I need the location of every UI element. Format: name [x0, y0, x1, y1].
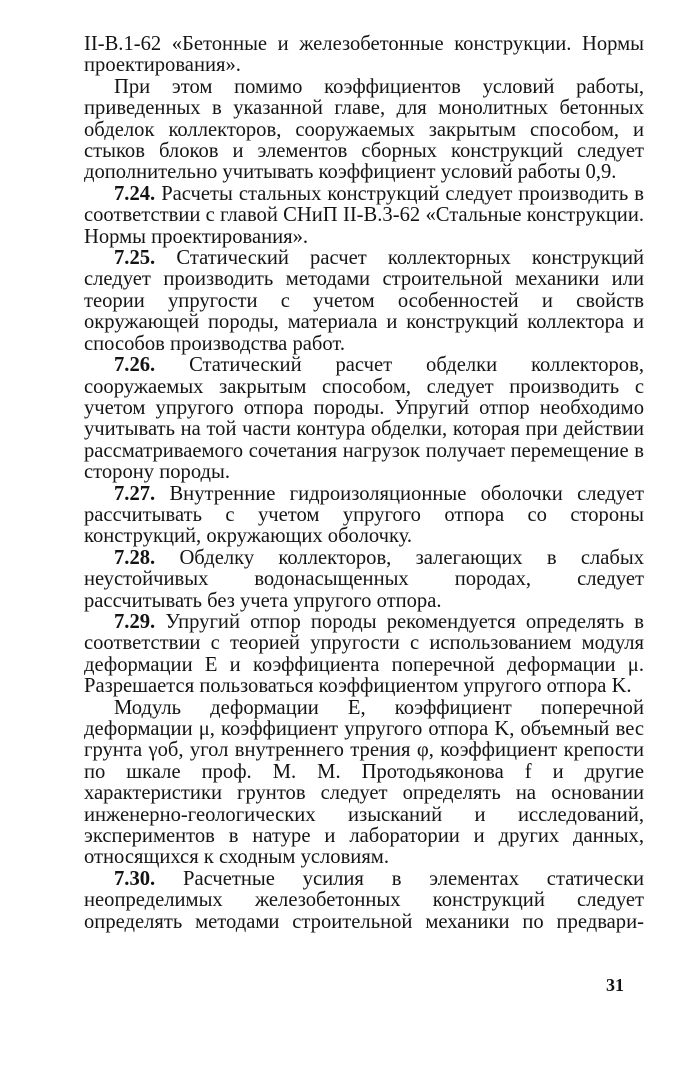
- page-number: 31: [606, 975, 624, 995]
- paragraph-2: [84, 77, 644, 184]
- clause-7-28: [84, 548, 644, 612]
- paragraph-text: Модуль деформации E, коэффициент поперечной деформации μ, коэффициент упругого отпора K, объемный вес грунта γоб, угол внутреннего трения φ, коэффициент крепости по шкале проф. М. М. Протодьяконова f и другие характеристики грунтов следует определять на основании инженерно-геологических изысканий и исследований, экспериментов в натуре и лаборатории и других данных, относящихся к сходным условиям.: [84, 696, 644, 869]
- paragraph-deformation-modulus: [84, 698, 644, 869]
- clause-7-24: [84, 184, 644, 248]
- body-text: [84, 34, 644, 933]
- clause-text: Расчеты стальных конструкций следует производить в соответствии с главой СНиП II-В.3-62 «Стальные конструкции. Нормы проектирования».: [84, 182, 644, 248]
- clause-7-27: [84, 484, 644, 548]
- clause-number: 7.26.: [114, 354, 156, 377]
- clause-text: Внутренние гидроизоляционные оболочки следует рассчитывать с учетом упругого отпора со стороны конструкций, окружающих оболочку.: [84, 482, 644, 548]
- clause-7-29: [84, 612, 644, 698]
- clause-number: 7.28.: [114, 546, 156, 569]
- clause-number: 7.29.: [114, 610, 156, 633]
- clause-number: 7.30.: [114, 867, 156, 890]
- clause-number: 7.27.: [114, 482, 156, 505]
- clause-number: 7.25.: [114, 247, 156, 270]
- clause-number: 7.24.: [114, 182, 156, 205]
- clause-7-26: [84, 355, 644, 483]
- clause-text: Обделку коллекторов, залегающих в слабых неустойчивых водонасыщенных породах, следует рассчитывать без учета упругого отпора.: [84, 546, 644, 612]
- paragraph-text: При этом помимо коэффициентов условий работы, приведенных в указанной главе, для монолитных бетонных обделок коллекторов, сооружаемых закрытым способом, и стыков блоков и элементов сборных конструкций следует дополнительно учитывать коэффициент условий работы 0,9.: [84, 75, 644, 184]
- clause-7-25: [84, 248, 644, 355]
- clause-7-30: [84, 869, 644, 933]
- paragraph-1: [84, 34, 644, 77]
- clause-text: Расчетные усилия в элементах статически неопределимых железобетонных конструкций следует определять методами строительной механики по предвари-: [84, 867, 645, 933]
- clause-text: Упругий отпор породы рекомендуется определять в соответствии с теорией упругости с использованием модуля деформации E и коэффициента поперечной деформации μ. Разрешается пользоваться коэффициентом упругого отпора K.: [84, 610, 644, 698]
- clause-text: Статический расчет обделки коллекторов, сооружаемых закрытым способом, следует производить с учетом упругого отпора породы. Упругий отпор необходимо учитывать на той части контура обделки, которая при действии рассматриваемого сочетания нагрузок получает перемещение в сторону породы.: [84, 354, 644, 484]
- clause-text: Статический расчет коллекторных конструкций следует производить методами строительной механики или теории упругости с учетом особенностей и свойств окружающей породы, материала и конструкций коллектора и способов производства работ.: [84, 247, 644, 355]
- paragraph-text: II-В.1-62 «Бетонные и железобетонные конструкции. Нормы проектирования».: [84, 33, 644, 77]
